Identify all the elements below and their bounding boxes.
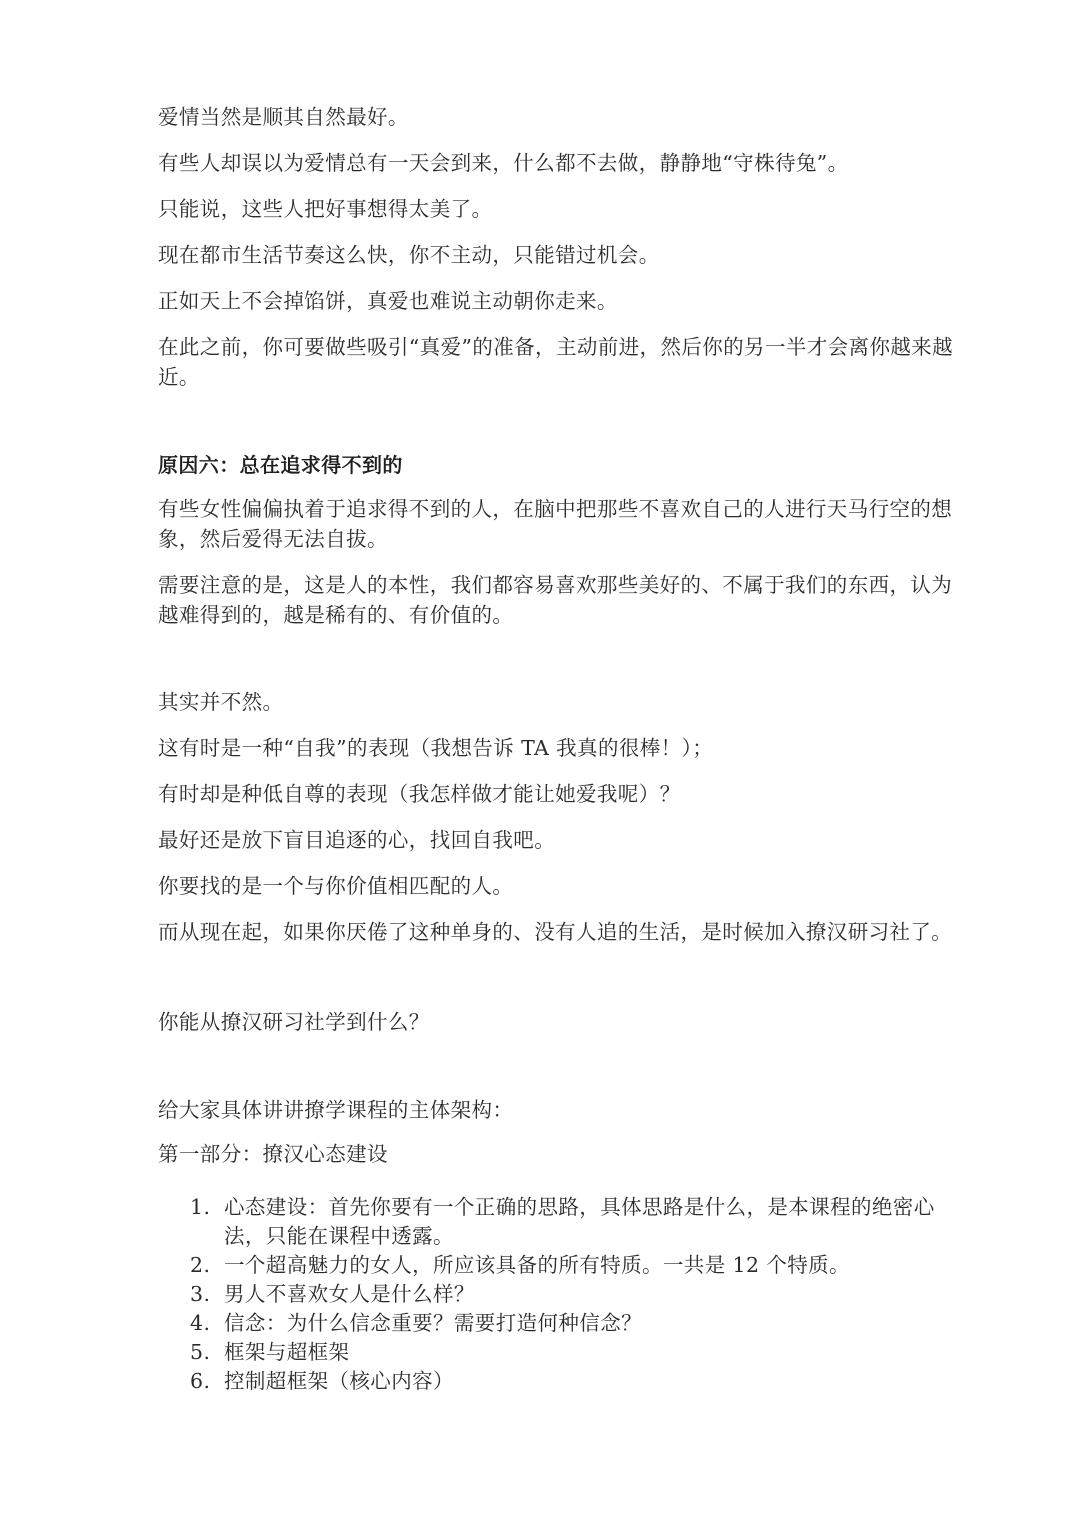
list-item <box>158 1367 958 1396</box>
paragraph: 其实并不然。 <box>158 690 284 714</box>
paragraph: 现在都市生活节奏这么快，你不主动，只能错过机会。 <box>158 243 660 267</box>
list-number: 3. <box>190 1282 211 1306</box>
paragraph: 爱情当然是顺其自然最好。 <box>158 105 409 129</box>
paragraph: 这有时是一种“自我”的表现（我想告诉 TA 我真的很棒！）； <box>158 736 714 760</box>
paragraph: 而从现在起，如果你厌倦了这种单身的、没有人追的生活，是时候加入撩汉研习社了。 <box>158 920 953 944</box>
list-item <box>158 1280 958 1309</box>
list-text: 框架与超框架 <box>224 1340 350 1364</box>
paragraph: 正如天上不会掉馅饼，真爱也难说主动朝你走来。 <box>158 289 618 313</box>
list-item <box>158 1193 958 1251</box>
paragraph: 只能说，这些人把好事想得太美了。 <box>158 197 493 221</box>
paragraph: 有些人却误以为爱情总有一天会到来，什么都不去做，静静地“守株待兔”。 <box>158 151 849 175</box>
paragraph: 有时却是种低自尊的表现（我怎样做才能让她爱我呢）？ <box>158 782 681 806</box>
list-text: 男人不喜欢女人是什么样？ <box>224 1282 475 1306</box>
paragraph: 有些女性偏偏执着于追求得不到的人，在脑中把那些不喜欢自己的人进行天马行空的想象，然后爱得无法自拔。 <box>158 497 953 551</box>
course-list <box>158 1193 958 1396</box>
paragraph: 你要找的是一个与你价值相匹配的人。 <box>158 874 514 898</box>
list-number: 6. <box>190 1369 211 1393</box>
list-number: 5. <box>190 1340 211 1364</box>
list-number: 4. <box>190 1311 211 1335</box>
list-text: 一个超高魅力的女人，所应该具备的所有特质。一共是 12 个特质。 <box>224 1253 850 1277</box>
section-heading: 原因六：总在追求得不到的 <box>158 453 403 477</box>
question-line: 你能从撩汉研习社学到什么？ <box>158 1010 430 1034</box>
paragraph: 需要注意的是，这是人的本性，我们都容易喜欢那些美好的、不属于我们的东西，认为越难得到的，越是稀有的、有价值的。 <box>158 573 953 627</box>
list-item <box>158 1251 958 1280</box>
list-number: 2. <box>190 1253 211 1277</box>
paragraph: 最好还是放下盲目追逐的心，找回自我吧。 <box>158 828 556 852</box>
course-intro: 给大家具体讲讲撩学课程的主体架构： <box>158 1098 514 1122</box>
list-number: 1. <box>190 1195 211 1219</box>
list-text: 心态建设：首先你要有一个正确的思路，具体思路是什么，是本课程的绝密心法，只能在课程中透露。 <box>224 1195 935 1248</box>
paragraph: 在此之前，你可要做些吸引“真爱”的准备，主动前进，然后你的另一半才会离你越来越近。 <box>158 335 954 389</box>
list-item <box>158 1338 958 1367</box>
part-title: 第一部分：撩汉心态建设 <box>158 1142 388 1166</box>
list-item <box>158 1309 958 1338</box>
list-text: 信念：为什么信念重要？需要打造何种信念？ <box>224 1311 642 1335</box>
list-text: 控制超框架（核心内容） <box>224 1369 454 1393</box>
